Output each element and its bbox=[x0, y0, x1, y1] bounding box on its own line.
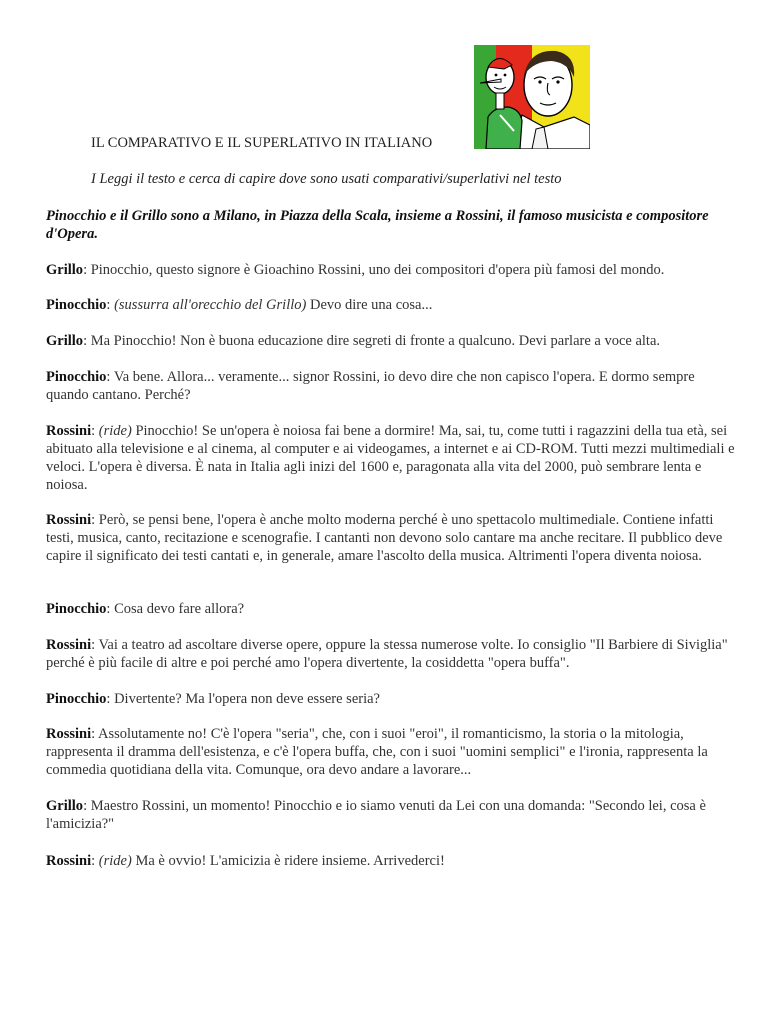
speaker-name: Rossini bbox=[46, 512, 92, 528]
speaker-name: Pinocchio bbox=[46, 369, 107, 385]
dialogue-line: Pinocchio: Cosa devo fare allora? bbox=[46, 601, 245, 617]
speaker-name: Pinocchio bbox=[46, 691, 107, 707]
dialogue-text: Pinocchio, questo signore è Gioachino Rossini, uno dei compositori d'opera più famosi del mondo. bbox=[90, 262, 665, 278]
speaker-name: Rossini bbox=[46, 637, 92, 653]
dialogue-text: Maestro Rossini, un momento! Pinocchio e io siamo venuti da Lei con una domanda: "Secondo lei, cosa è l'amicizia?" bbox=[46, 798, 706, 832]
dialogue-line: Rossini: Vai a teatro ad ascoltare diverse opere, oppure la stessa numerose volte. Io consiglio "Il Barbiere di Siviglia" perché è più facile di altre e poi perché amo l'opera divertente, la cosiddetta "opera buffa". bbox=[46, 637, 728, 671]
speaker-name: Rossini bbox=[46, 853, 92, 869]
speaker-name: Grillo bbox=[46, 798, 84, 814]
speaker-name: Grillo bbox=[46, 262, 84, 278]
stage-direction: (ride) bbox=[98, 853, 132, 869]
dialogue-text: Divertente? Ma l'opera non deve essere seria? bbox=[114, 691, 380, 707]
speaker-name: Grillo bbox=[46, 333, 84, 349]
dialogue-line: Grillo: Ma Pinocchio! Non è buona educazione dire segreti di fronte a qualcuno. Devi parlare a voce alta. bbox=[46, 333, 661, 349]
dialogue-line: Pinocchio: Va bene. Allora... veramente... signor Rossini, io devo dire che non capisco l'opera. E dormo sempre quando cantano. Perché? bbox=[46, 369, 695, 403]
dialogue-text: Vai a teatro ad ascoltare diverse opere, oppure la stessa numerose volte. Io consiglio "Il Barbiere di Siviglia" perché è più facile di altre e poi perché amo l'opera divertente, la cosiddetta "opera buffa". bbox=[46, 637, 728, 671]
dialogue-text: Però, se pensi bene, l'opera è anche molto moderna perché è uno spettacolo multimediale. Contiene infatti testi, musica, canto, recitazione e scenografie. I cantanti non devono solo cantare ma anche recitare. Il pubblico deve capire il significato dei testi cantati e, in generale, amare l'ascolto della musica. Altrimenti l'opera diventa noiosa. bbox=[46, 512, 723, 564]
dialogue-text: Devo dire una cosa... bbox=[306, 297, 433, 313]
speaker-name: Pinocchio bbox=[46, 601, 107, 617]
dialogue-line: Rossini: (ride) Pinocchio! Se un'opera è noiosa fai bene a dormire! Ma, sai, tu, come tutti i ragazzini della tua età, sei abituato alla televisione e al cinema, al computer e ai videogames, a internet e ai CD-ROM. Tutti mezzi multimediali e veloci. L'opera è diversa. È nata in Italia agli inizi del 1600 e, paragonata alla vita del 2000, può sembrare lenta e noiosa. bbox=[46, 423, 735, 493]
dialogue-line: Pinocchio: (sussurra all'orecchio del Grillo) Devo dire una cosa... bbox=[46, 297, 433, 313]
speaker-name: Rossini bbox=[46, 423, 92, 439]
pinocchio-rossini-illustration bbox=[474, 45, 590, 149]
dialogue-line: Rossini: (ride) Ma è ovvio! L'amicizia è ridere insieme. Arrivederci! bbox=[46, 853, 445, 869]
intro-paragraph: Pinocchio e il Grillo sono a Milano, in Piazza della Scala, insieme a Rossini, il famoso musicista e compositore d'Opera. bbox=[46, 208, 709, 242]
dialogue-line: Grillo: Pinocchio, questo signore è Gioachino Rossini, uno dei compositori d'opera più famosi del mondo. bbox=[46, 262, 665, 278]
dialogue-line: Rossini: Però, se pensi bene, l'opera è anche molto moderna perché è uno spettacolo multimediale. Contiene infatti testi, musica, canto, recitazione e scenografie. I cantanti non devono solo cantare ma anche recitare. Il pubblico deve capire il significato dei testi cantati e, in generale, amare l'ascolto della musica. Altrimenti l'opera diventa noiosa. bbox=[46, 512, 723, 564]
document-title: IL COMPARATIVO E IL SUPERLATIVO IN ITALIANO bbox=[91, 135, 433, 151]
stage-direction: (ride) bbox=[98, 423, 132, 439]
dialogue-text: Va bene. Allora... veramente... signor Rossini, io devo dire che non capisco l'opera. E dormo sempre quando cantano. Perché? bbox=[46, 369, 695, 403]
dialogue-text: Ma Pinocchio! Non è buona educazione dire segreti di fronte a qualcuno. Devi parlare a voce alta. bbox=[90, 333, 661, 349]
dialogue-line: Grillo: Maestro Rossini, un momento! Pinocchio e io siamo venuti da Lei con una domanda: "Secondo lei, cosa è l'amicizia?" bbox=[46, 798, 706, 832]
dialogue-text: Ma è ovvio! L'amicizia è ridere insieme. Arrivederci! bbox=[131, 853, 445, 869]
speaker-name: Rossini bbox=[46, 726, 92, 742]
dialogue-line: Rossini: Assolutamente no! C'è l'opera "seria", che, con i suoi "eroi", il romanticismo, la storia o la mitologia, rappresenta il dramma dell'esistenza, e c'è l'opera buffa, che, con i suoi "uomini semplici" e l'ironia, rappresenta la commedia quotidiana della vita. Comunque, ora devo andare a lavorare... bbox=[46, 726, 708, 778]
dialogue-line: Pinocchio: Divertente? Ma l'opera non deve essere seria? bbox=[46, 691, 380, 707]
dialogue-text: Cosa devo fare allora? bbox=[114, 601, 245, 617]
dialogue-text: Pinocchio! Se un'opera è noiosa fai bene a dormire! Ma, sai, tu, come tutti i ragazzini della tua età, sei abituato alla televisione e al cinema, al computer e ai videogames, a internet e ai CD-ROM. Tutti mezzi multimediali e veloci. L'opera è diversa. È nata in Italia agli inizi del 1600 e, paragonata alla vita del 2000, può sembrare lenta e noiosa. bbox=[46, 423, 735, 493]
exercise-instruction: I Leggi il testo e cerca di capire dove sono usati comparativi/superlativi nel testo bbox=[91, 171, 562, 187]
speaker-name: Pinocchio bbox=[46, 297, 107, 313]
dialogue-text: Assolutamente no! C'è l'opera "seria", che, con i suoi "eroi", il romanticismo, la storia o la mitologia, rappresenta il dramma dell'esistenza, e c'è l'opera buffa, che, con i suoi "uomini semplici" e l'ironia, rappresenta la commedia quotidiana della vita. Comunque, ora devo andare a lavorare... bbox=[46, 726, 708, 778]
stage-direction: (sussurra all'orecchio del Grillo) bbox=[114, 297, 307, 313]
